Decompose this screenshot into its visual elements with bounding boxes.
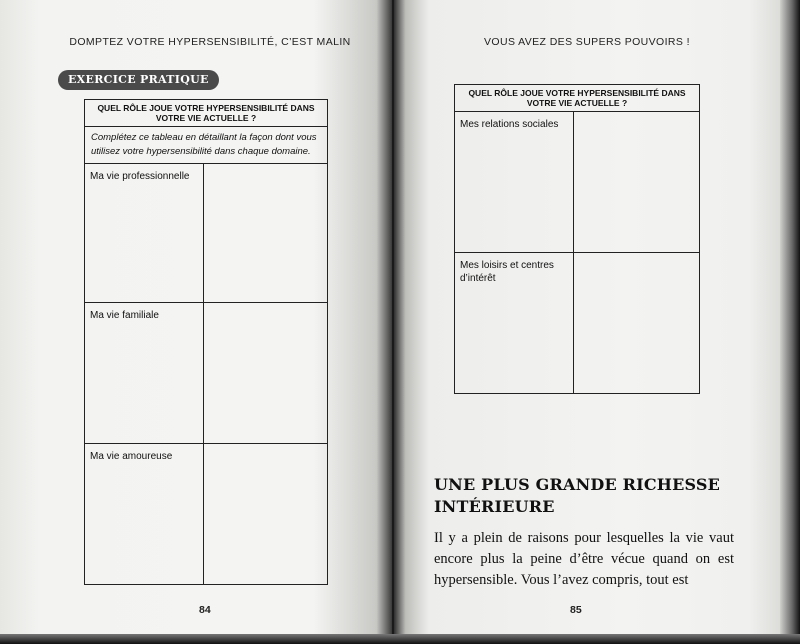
row-answer-cell[interactable] xyxy=(204,303,328,444)
table-row xyxy=(85,303,328,444)
right-page xyxy=(394,0,780,644)
row-answer-cell[interactable] xyxy=(204,164,328,303)
table-row xyxy=(455,112,700,253)
row-answer-cell[interactable] xyxy=(574,253,700,394)
row-answer-cell[interactable] xyxy=(204,444,328,585)
book-bottom-edge xyxy=(0,634,800,644)
exercise-table-right xyxy=(454,84,700,394)
row-label-leisure: Mes loisirs et centres d’intérêt xyxy=(455,253,574,394)
running-head-left: DOMPTEZ VOTRE HYPERSENSIBILITÉ, C’EST MALIN xyxy=(69,36,351,48)
exercise-table-left xyxy=(84,99,328,585)
row-answer-cell[interactable] xyxy=(574,112,700,253)
exercise-badge: EXERCICE PRATIQUE xyxy=(58,70,219,90)
book-edge xyxy=(780,0,800,644)
running-head-right: VOUS AVEZ DES SUPERS POUVOIRS ! xyxy=(484,36,690,48)
section-title: UNE PLUS GRANDE RICHESSE INTÉRIEURE xyxy=(434,475,721,516)
table-row xyxy=(85,164,328,303)
page-number-right: 85 xyxy=(570,604,582,616)
table-row xyxy=(455,253,700,394)
table-instruction: Complétez ce tableau en détaillant la façon dont vous utilisez votre hypersensibilité dans chaque domaine. xyxy=(85,127,328,164)
table-row xyxy=(85,444,328,585)
row-label-social: Mes relations sociales xyxy=(455,112,574,253)
body-paragraph: Il y a plein de raisons pour lesquelles la vie vaut encore plus la peine d’être vécue quand on est hypersensible. Vous l’avez compris, tout est xyxy=(434,530,734,588)
left-page xyxy=(0,0,392,644)
page-number-left: 84 xyxy=(199,604,211,616)
table-header-left: QUEL RÔLE JOUE VOTRE HYPERSENSIBILITÉ DANS VOTRE VIE ACTUELLE ? xyxy=(85,100,328,127)
row-label-professional: Ma vie professionnelle xyxy=(85,164,204,303)
row-label-love: Ma vie amoureuse xyxy=(85,444,204,585)
row-label-family: Ma vie familiale xyxy=(85,303,204,444)
table-header-right: QUEL RÔLE JOUE VOTRE HYPERSENSIBILITÉ DANS VOTRE VIE ACTUELLE ? xyxy=(455,85,700,112)
